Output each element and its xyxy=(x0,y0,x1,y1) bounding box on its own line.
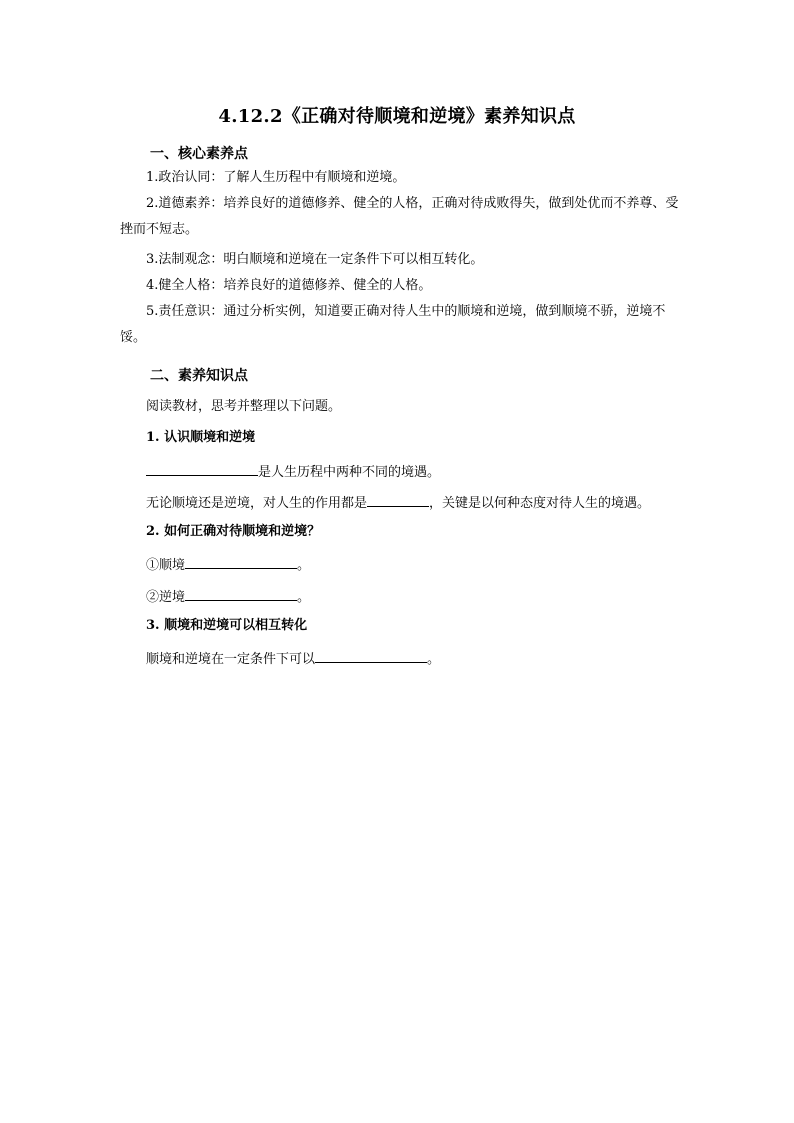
question-1-line-1-text: 是人生历程中两种不同的境遇。 xyxy=(258,465,441,480)
fill-blank-4[interactable] xyxy=(185,586,297,601)
end-mark: 。 xyxy=(297,590,311,605)
question-2-item-2 xyxy=(146,586,310,607)
fill-blank-1[interactable] xyxy=(146,461,258,476)
end-mark: 。 xyxy=(297,558,311,573)
core-item-1: 1.政治认同：了解人生历程中有顺境和逆境。 xyxy=(146,170,406,185)
question-2-item-2-label: ②逆境 xyxy=(146,590,186,605)
fill-blank-5[interactable] xyxy=(315,648,427,663)
core-item-2: 2.道德素养：培养良好的道德修养、健全的人格，正确对待成败得失，做到处优而不养尊、受挫而不短志。 xyxy=(120,196,679,237)
question-1-line-2-after: ，关键是以何种态度对待人生的境遇。 xyxy=(429,496,651,511)
core-item-4: 4.健全人格：培养良好的道德修养、健全的人格。 xyxy=(146,278,432,293)
fill-blank-3[interactable] xyxy=(185,554,297,569)
page-title: 4.12.2《正确对待顺境和逆境》素养知识点 xyxy=(218,106,576,127)
question-2-heading: 2. 如何正确对待顺境和逆境？ xyxy=(146,524,321,539)
question-1-line-1 xyxy=(146,461,440,482)
question-1-heading: 1. 认识顺境和逆境 xyxy=(146,430,256,445)
core-item-3: 3.法制观念：明白顺境和逆境在一定条件下可以相互转化。 xyxy=(146,252,484,267)
question-2-item-1 xyxy=(146,554,310,575)
section-heading-core: 一、核心素养点 xyxy=(150,146,248,162)
section-heading-knowledge: 二、素养知识点 xyxy=(150,368,248,384)
end-mark: 。 xyxy=(427,652,441,667)
question-2-item-1-label: ①顺境 xyxy=(146,558,186,573)
reading-intro: 阅读教材，思考并整理以下问题。 xyxy=(146,399,342,414)
fill-blank-2[interactable] xyxy=(367,492,429,507)
question-3-heading: 3. 顺境和逆境可以相互转化 xyxy=(146,618,308,633)
core-item-5: 5.责任意识：通过分析实例，知道要正确对待人生中的顺境和逆境，做到顺境不骄，逆境不馁。 xyxy=(120,304,666,345)
question-1-line-2-before: 无论顺境还是逆境，对人生的作用都是 xyxy=(146,496,368,511)
question-3-line-text: 顺境和逆境在一定条件下可以 xyxy=(146,652,316,667)
question-3-line xyxy=(146,648,440,669)
question-1-line-2 xyxy=(146,492,650,513)
